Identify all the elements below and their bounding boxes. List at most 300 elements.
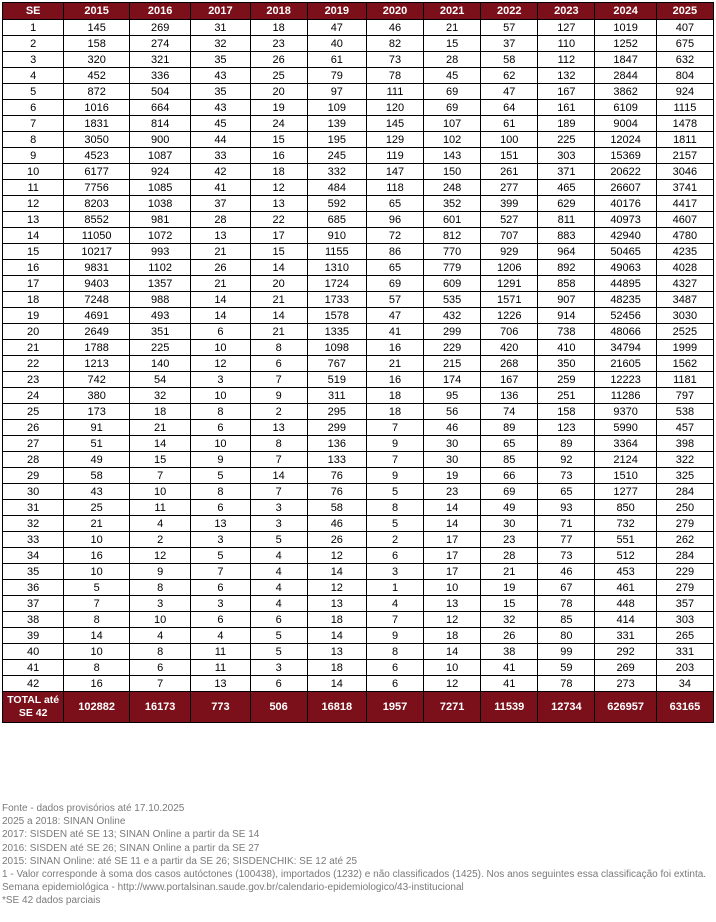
table-row — [3, 404, 714, 420]
value-cell: 493 — [129, 308, 190, 324]
value-cell: 1102 — [129, 260, 190, 276]
table-row — [3, 500, 714, 516]
value-cell: 61 — [307, 52, 366, 68]
value-cell: 14 — [129, 436, 190, 452]
table-row — [3, 148, 714, 164]
value-cell: 8 — [366, 644, 423, 660]
week-cell: 23 — [3, 372, 64, 388]
table-row — [3, 644, 714, 660]
value-cell: 273 — [595, 676, 656, 692]
value-cell: 1733 — [307, 292, 366, 308]
value-cell: 12 — [250, 180, 307, 196]
value-cell: 6 — [191, 324, 250, 340]
value-cell: 1 — [366, 580, 423, 596]
value-cell: 43 — [191, 100, 250, 116]
value-cell: 3487 — [656, 292, 713, 308]
value-cell: 46 — [307, 516, 366, 532]
value-cell: 50465 — [595, 244, 656, 260]
value-cell: 41 — [366, 324, 423, 340]
value-cell: 107 — [424, 116, 481, 132]
table-row — [3, 660, 714, 676]
value-cell: 6 — [191, 500, 250, 516]
value-cell: 73 — [538, 548, 595, 564]
table-row — [3, 340, 714, 356]
value-cell: 189 — [538, 116, 595, 132]
value-cell: 262 — [656, 532, 713, 548]
total-value-cell: 1957 — [366, 692, 423, 723]
value-cell: 1335 — [307, 324, 366, 340]
week-cell: 20 — [3, 324, 64, 340]
total-label-line2: SE 42 — [18, 707, 48, 719]
value-cell: 21 — [64, 516, 130, 532]
value-cell: 265 — [656, 628, 713, 644]
value-cell: 112 — [538, 52, 595, 68]
value-cell: 18 — [250, 164, 307, 180]
value-cell: 279 — [656, 516, 713, 532]
value-cell: 322 — [656, 452, 713, 468]
value-cell: 7 — [366, 452, 423, 468]
value-cell: 274 — [129, 36, 190, 52]
value-cell: 49 — [64, 452, 130, 468]
value-cell: 18 — [129, 404, 190, 420]
value-cell: 1357 — [129, 276, 190, 292]
table-row — [3, 260, 714, 276]
footnote-line: 2017: SISDEN até SE 13; SINAN Online a partir da SE 14 — [2, 829, 260, 841]
value-cell: 132 — [538, 68, 595, 84]
value-cell: 21 — [366, 356, 423, 372]
value-cell: 3046 — [656, 164, 713, 180]
week-cell: 3 — [3, 52, 64, 68]
value-cell: 38 — [481, 644, 538, 660]
value-cell: 30 — [424, 452, 481, 468]
week-cell: 15 — [3, 244, 64, 260]
value-cell: 325 — [656, 468, 713, 484]
value-cell: 311 — [307, 388, 366, 404]
value-cell: 453 — [595, 564, 656, 580]
value-cell: 738 — [538, 324, 595, 340]
footnote-line: *SE 42 dados parciais — [2, 895, 101, 907]
value-cell: 16 — [366, 340, 423, 356]
value-cell: 4417 — [656, 196, 713, 212]
value-cell: 26 — [191, 260, 250, 276]
value-cell: 399 — [481, 196, 538, 212]
value-cell: 12223 — [595, 372, 656, 388]
value-cell: 3862 — [595, 84, 656, 100]
week-cell: 36 — [3, 580, 64, 596]
value-cell: 331 — [595, 628, 656, 644]
value-cell: 14 — [191, 308, 250, 324]
value-cell: 21 — [129, 420, 190, 436]
table-row — [3, 564, 714, 580]
week-cell: 5 — [3, 84, 64, 100]
value-cell: 6 — [129, 660, 190, 676]
table-row — [3, 324, 714, 340]
table-row — [3, 308, 714, 324]
value-cell: 86 — [366, 244, 423, 260]
value-cell: 1847 — [595, 52, 656, 68]
value-cell: 16 — [366, 372, 423, 388]
value-cell: 6 — [191, 612, 250, 628]
value-cell: 331 — [656, 644, 713, 660]
value-cell: 12 — [307, 580, 366, 596]
table-row — [3, 180, 714, 196]
value-cell: 20 — [250, 276, 307, 292]
value-cell: 57 — [481, 20, 538, 36]
value-cell: 2124 — [595, 452, 656, 468]
value-cell: 2649 — [64, 324, 130, 340]
value-cell: 420 — [481, 340, 538, 356]
value-cell: 92 — [538, 452, 595, 468]
value-cell: 4780 — [656, 228, 713, 244]
value-cell: 136 — [307, 436, 366, 452]
value-cell: 47 — [307, 20, 366, 36]
week-cell: 10 — [3, 164, 64, 180]
value-cell: 924 — [656, 84, 713, 100]
value-cell: 20 — [250, 84, 307, 100]
value-cell: 11050 — [64, 228, 130, 244]
total-value-cell: 102882 — [64, 692, 130, 723]
value-cell: 67 — [538, 580, 595, 596]
week-cell: 33 — [3, 532, 64, 548]
value-cell: 26607 — [595, 180, 656, 196]
value-cell: 3364 — [595, 436, 656, 452]
table-row — [3, 612, 714, 628]
value-cell: 8 — [366, 500, 423, 516]
value-cell: 47 — [366, 308, 423, 324]
week-cell: 35 — [3, 564, 64, 580]
value-cell: 6 — [250, 676, 307, 692]
value-cell: 11 — [191, 644, 250, 660]
value-cell: 1724 — [307, 276, 366, 292]
value-cell: 12 — [191, 356, 250, 372]
column-header-year: 2021 — [424, 3, 481, 20]
header-row — [3, 3, 714, 20]
value-cell: 15 — [250, 132, 307, 148]
value-cell: 6 — [250, 612, 307, 628]
table-row — [3, 36, 714, 52]
value-cell: 140 — [129, 356, 190, 372]
value-cell: 93 — [538, 500, 595, 516]
value-cell: 118 — [366, 180, 423, 196]
value-cell: 15369 — [595, 148, 656, 164]
value-cell: 484 — [307, 180, 366, 196]
table-row — [3, 516, 714, 532]
value-cell: 675 — [656, 36, 713, 52]
value-cell: 9370 — [595, 404, 656, 420]
value-cell: 461 — [595, 580, 656, 596]
value-cell: 414 — [595, 612, 656, 628]
value-cell: 46 — [366, 20, 423, 36]
value-cell: 8 — [64, 612, 130, 628]
value-cell: 12 — [424, 612, 481, 628]
value-cell: 303 — [656, 612, 713, 628]
value-cell: 988 — [129, 292, 190, 308]
value-cell: 519 — [307, 372, 366, 388]
table-row — [3, 116, 714, 132]
value-cell: 6 — [366, 676, 423, 692]
week-cell: 27 — [3, 436, 64, 452]
value-cell: 17 — [250, 228, 307, 244]
value-cell: 14 — [64, 628, 130, 644]
value-cell: 71 — [538, 516, 595, 532]
value-cell: 8552 — [64, 212, 130, 228]
week-cell: 7 — [3, 116, 64, 132]
value-cell: 30 — [424, 436, 481, 452]
value-cell: 432 — [424, 308, 481, 324]
value-cell: 1252 — [595, 36, 656, 52]
value-cell: 52456 — [595, 308, 656, 324]
value-cell: 14 — [250, 308, 307, 324]
value-cell: 248 — [424, 180, 481, 196]
value-cell: 65 — [481, 436, 538, 452]
value-cell: 17 — [424, 532, 481, 548]
value-cell: 89 — [481, 420, 538, 436]
value-cell: 195 — [307, 132, 366, 148]
value-cell: 601 — [424, 212, 481, 228]
value-cell: 284 — [656, 484, 713, 500]
column-header-year: 2019 — [307, 3, 366, 20]
value-cell: 629 — [538, 196, 595, 212]
value-cell: 42940 — [595, 228, 656, 244]
value-cell: 6177 — [64, 164, 130, 180]
table-row — [3, 548, 714, 564]
week-cell: 12 — [3, 196, 64, 212]
value-cell: 279 — [656, 580, 713, 596]
value-cell: 79 — [307, 68, 366, 84]
value-cell: 89 — [538, 436, 595, 452]
footnote-line: 2016: SISDEN até SE 26; SINAN Online a partir da SE 27 — [2, 842, 260, 854]
value-cell: 14 — [424, 644, 481, 660]
value-cell: 10 — [64, 564, 130, 580]
value-cell: 7 — [250, 452, 307, 468]
value-cell: 58 — [481, 52, 538, 68]
value-cell: 136 — [481, 388, 538, 404]
value-cell: 18 — [424, 628, 481, 644]
value-cell: 23 — [424, 484, 481, 500]
value-cell: 4 — [250, 580, 307, 596]
value-cell: 28 — [481, 548, 538, 564]
week-cell: 39 — [3, 628, 64, 644]
value-cell: 58 — [307, 500, 366, 516]
value-cell: 18 — [307, 660, 366, 676]
value-cell: 251 — [538, 388, 595, 404]
value-cell: 732 — [595, 516, 656, 532]
week-cell: 2 — [3, 36, 64, 52]
value-cell: 69 — [424, 84, 481, 100]
value-cell: 812 — [424, 228, 481, 244]
value-cell: 872 — [64, 84, 130, 100]
value-cell: 109 — [307, 100, 366, 116]
value-cell: 13 — [191, 676, 250, 692]
total-value-cell: 16818 — [307, 692, 366, 723]
value-cell: 1277 — [595, 484, 656, 500]
value-cell: 1019 — [595, 20, 656, 36]
value-cell: 19 — [250, 100, 307, 116]
value-cell: 21 — [191, 244, 250, 260]
value-cell: 57 — [366, 292, 423, 308]
value-cell: 11286 — [595, 388, 656, 404]
value-cell: 40176 — [595, 196, 656, 212]
value-cell: 351 — [129, 324, 190, 340]
value-cell: 9 — [366, 468, 423, 484]
column-header-year: 2017 — [191, 3, 250, 20]
table-row — [3, 164, 714, 180]
column-header-year: 2020 — [366, 3, 423, 20]
value-cell: 8 — [250, 340, 307, 356]
table-row — [3, 532, 714, 548]
value-cell: 4028 — [656, 260, 713, 276]
value-cell: 10 — [129, 612, 190, 628]
value-cell: 22 — [250, 212, 307, 228]
value-cell: 23 — [481, 532, 538, 548]
value-cell: 41 — [481, 676, 538, 692]
week-cell: 26 — [3, 420, 64, 436]
table-row — [3, 100, 714, 116]
value-cell: 18 — [307, 612, 366, 628]
value-cell: 1115 — [656, 100, 713, 116]
table-row — [3, 676, 714, 692]
value-cell: 95 — [424, 388, 481, 404]
value-cell: 14 — [250, 468, 307, 484]
value-cell: 350 — [538, 356, 595, 372]
total-label-line1: TOTAL até — [7, 694, 60, 706]
week-cell: 24 — [3, 388, 64, 404]
week-cell: 13 — [3, 212, 64, 228]
value-cell: 5 — [250, 628, 307, 644]
value-cell: 61 — [481, 116, 538, 132]
value-cell: 40973 — [595, 212, 656, 228]
value-cell: 2157 — [656, 148, 713, 164]
value-cell: 883 — [538, 228, 595, 244]
value-cell: 3 — [129, 596, 190, 612]
value-cell: 2844 — [595, 68, 656, 84]
value-cell: 18 — [366, 404, 423, 420]
value-cell: 9831 — [64, 260, 130, 276]
value-cell: 151 — [481, 148, 538, 164]
value-cell: 1181 — [656, 372, 713, 388]
value-cell: 8 — [64, 660, 130, 676]
value-cell: 1510 — [595, 468, 656, 484]
value-cell: 225 — [538, 132, 595, 148]
total-value-cell: 506 — [250, 692, 307, 723]
value-cell: 993 — [129, 244, 190, 260]
value-cell: 8203 — [64, 196, 130, 212]
value-cell: 65 — [538, 484, 595, 500]
value-cell: 4523 — [64, 148, 130, 164]
value-cell: 303 — [538, 148, 595, 164]
value-cell: 592 — [307, 196, 366, 212]
value-cell: 1213 — [64, 356, 130, 372]
value-cell: 1578 — [307, 308, 366, 324]
table-row — [3, 452, 714, 468]
week-cell: 14 — [3, 228, 64, 244]
value-cell: 4 — [129, 628, 190, 644]
value-cell: 7 — [250, 484, 307, 500]
value-cell: 538 — [656, 404, 713, 420]
value-cell: 6109 — [595, 100, 656, 116]
value-cell: 3 — [191, 532, 250, 548]
value-cell: 15 — [424, 36, 481, 52]
value-cell: 1038 — [129, 196, 190, 212]
value-cell: 77 — [538, 532, 595, 548]
column-header-year: 2022 — [481, 3, 538, 20]
value-cell: 7 — [366, 612, 423, 628]
value-cell: 1226 — [481, 308, 538, 324]
value-cell: 5 — [366, 484, 423, 500]
value-cell: 21605 — [595, 356, 656, 372]
value-cell: 685 — [307, 212, 366, 228]
value-cell: 41 — [191, 180, 250, 196]
table-row — [3, 292, 714, 308]
value-cell: 6 — [250, 356, 307, 372]
value-cell: 99 — [538, 644, 595, 660]
value-cell: 65 — [366, 196, 423, 212]
value-cell: 21 — [250, 324, 307, 340]
table-row — [3, 484, 714, 500]
value-cell: 9004 — [595, 116, 656, 132]
value-cell: 110 — [538, 36, 595, 52]
value-cell: 73 — [366, 52, 423, 68]
value-cell: 13 — [307, 596, 366, 612]
week-cell: 11 — [3, 180, 64, 196]
value-cell: 259 — [538, 372, 595, 388]
value-cell: 40 — [307, 36, 366, 52]
value-cell: 26 — [481, 628, 538, 644]
value-cell: 41 — [481, 660, 538, 676]
value-cell: 10 — [191, 340, 250, 356]
value-cell: 892 — [538, 260, 595, 276]
value-cell: 59 — [538, 660, 595, 676]
value-cell: 174 — [424, 372, 481, 388]
value-cell: 332 — [307, 164, 366, 180]
value-cell: 45 — [424, 68, 481, 84]
week-cell: 17 — [3, 276, 64, 292]
value-cell: 295 — [307, 404, 366, 420]
value-cell: 32 — [191, 36, 250, 52]
table-row — [3, 228, 714, 244]
value-cell: 13 — [250, 420, 307, 436]
value-cell: 13 — [191, 228, 250, 244]
value-cell: 964 — [538, 244, 595, 260]
value-cell: 7 — [191, 564, 250, 580]
value-cell: 24 — [250, 116, 307, 132]
total-value-cell: 12734 — [538, 692, 595, 723]
total-value-cell: 11539 — [481, 692, 538, 723]
value-cell: 1478 — [656, 116, 713, 132]
value-cell: 21 — [191, 276, 250, 292]
value-cell: 145 — [64, 20, 130, 36]
value-cell: 5 — [64, 580, 130, 596]
value-cell: 858 — [538, 276, 595, 292]
table-row — [3, 388, 714, 404]
value-cell: 1291 — [481, 276, 538, 292]
value-cell: 7 — [366, 420, 423, 436]
value-cell: 44 — [191, 132, 250, 148]
value-cell: 7 — [250, 372, 307, 388]
value-cell: 119 — [366, 148, 423, 164]
value-cell: 4 — [129, 516, 190, 532]
value-cell: 632 — [656, 52, 713, 68]
cases-by-week-table — [2, 2, 714, 723]
value-cell: 2 — [366, 532, 423, 548]
total-value-cell: 7271 — [424, 692, 481, 723]
value-cell: 73 — [538, 468, 595, 484]
value-cell: 814 — [129, 116, 190, 132]
week-cell: 29 — [3, 468, 64, 484]
value-cell: 1811 — [656, 132, 713, 148]
value-cell: 707 — [481, 228, 538, 244]
value-cell: 69 — [481, 484, 538, 500]
